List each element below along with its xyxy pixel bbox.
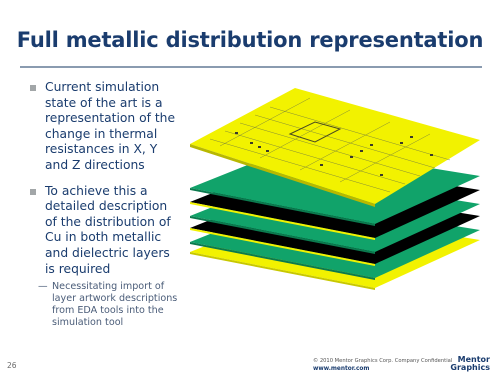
bullet-square-icon: [30, 189, 36, 195]
bullet-square-icon: [30, 85, 36, 91]
dash-marker: —: [38, 281, 48, 293]
mentor-graphics-logo: [440, 354, 492, 372]
title-divider: [20, 66, 482, 68]
footer: [313, 357, 452, 373]
sub-bullet-item: [30, 281, 182, 328]
copyright-text: © 2010 Mentor Graphics Corp. Company Confidential: [313, 358, 453, 364]
pcb-layer-stack-illustration: [180, 84, 490, 290]
bullet-item: [30, 80, 180, 174]
sub-bullet-text: Necessitating import of layer artwork descriptions from EDA tools into the simulation tool: [52, 281, 178, 328]
footer-url: www.mentor.com: [313, 366, 370, 372]
svg-text:Mentor: Mentor: [457, 355, 490, 364]
bullet-list: [30, 80, 180, 328]
page-number: 26: [7, 361, 17, 370]
bullet-text: Current simulation state of the art is a representation of the change in thermal resistances in X, Y and Z directions: [45, 80, 176, 172]
svg-text:Graphics: Graphics: [450, 363, 490, 372]
slide-title: Full metallic distribution representation: [16, 28, 484, 52]
bullet-text: To achieve this a detailed description of the distribution of Cu in both metallic and dielectric layers is required: [45, 183, 171, 276]
bullet-item: [30, 184, 180, 278]
